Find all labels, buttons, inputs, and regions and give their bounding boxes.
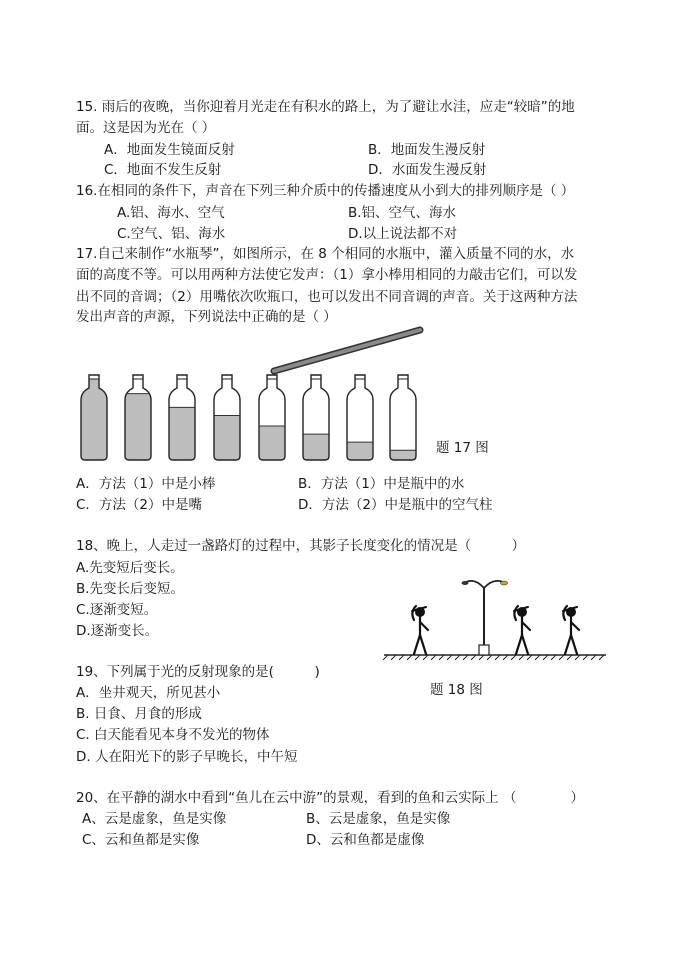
q19-option-b: B. 日食、月食的形成 xyxy=(76,706,202,722)
q15-option-c: C．地面不发生反射 xyxy=(104,162,222,178)
q18-option-c: C.逐渐变短。 xyxy=(76,602,158,618)
q20-line1: 20、在平静的湖水中看到“鱼儿在云中游”的景观，看到的鱼和云实际上 （ ） xyxy=(76,790,584,806)
q16-option-d: D.以上说法都不对 xyxy=(348,226,458,242)
q17-option-a: A．方法（1）中是小棒 xyxy=(76,476,216,492)
q17-line2: 面的高度不等。可以用两种方法使它发声：（1）拿小棒用相同的力敲击它们，可以发 xyxy=(76,267,578,283)
ground-icon xyxy=(383,655,606,660)
q17-option-c: C．方法（2）中是嘴 xyxy=(76,497,203,513)
q20-option-b: B、云是虚象，鱼是实像 xyxy=(306,811,451,827)
q18-figure-caption: 题 18 图 xyxy=(430,682,483,698)
q18-line1: 18、晚上，人走过一盏路灯的过程中，其影子长度变化的情况是（ ） xyxy=(76,538,526,554)
q15-option-a: A．地面发生镜面反射 xyxy=(104,142,235,158)
q20-option-d: D、云和鱼都是虚像 xyxy=(306,832,425,848)
q15-option-d: D．水面发生漫反射 xyxy=(368,162,487,178)
q19-line1: 19、下列属于光的反射现象的是( ) xyxy=(76,664,320,680)
person-icon xyxy=(514,606,530,654)
q18-option-a: A.先变短后变长。 xyxy=(76,560,184,576)
q16-option-a: A.铝、海水、空气 xyxy=(117,205,225,221)
q16-option-b: B.铝、空气、海水 xyxy=(348,205,457,221)
q16-option-c: C.空气、铝、海水 xyxy=(117,226,226,242)
q18-option-b: B.先变长后变短。 xyxy=(76,581,185,597)
q17-option-d: D．方法（2）中是瓶中的空气柱 xyxy=(298,497,493,513)
q17-line3: 出不同的音调；（2）用嘴依次吹瓶口，也可以发出不同音调的声音。关于这两种方法 xyxy=(76,289,578,305)
q18-option-d: D.逐渐变长。 xyxy=(76,623,159,639)
q19-option-c: C. 白天能看见本身不发光的物体 xyxy=(76,727,270,743)
q15-line1: 15. 雨后的夜晚，当你迎着月光走在有积水的路上，为了避让水洼，应走“较暗”的地 xyxy=(76,99,575,115)
q17-line4: 发出声音的声源，下列说法中正确的是（ ） xyxy=(76,309,337,325)
q20-option-c: C、云和鱼都是实像 xyxy=(82,832,200,848)
q17-option-b: B．方法（1）中是瓶中的水 xyxy=(298,476,465,492)
person-icon xyxy=(563,606,579,654)
q15-line2: 面。这是因为光在（ ） xyxy=(76,120,216,136)
streetlight-icon xyxy=(462,581,508,655)
q19-option-d: D. 人在阳光下的影子早晚长，中午短 xyxy=(76,749,298,765)
q15-option-b: B．地面发生漫反射 xyxy=(368,142,486,158)
person-icon xyxy=(412,606,428,654)
q19-option-a: A．坐井观天，所见甚小 xyxy=(76,685,221,701)
q17-figure-caption: 题 17 图 xyxy=(436,440,489,456)
q16-line1: 16.在相同的条件下，声音在下列三种介质中的传播速度从小到大的排列顺序是（ ） xyxy=(76,183,575,199)
q17-line1: 17.自己来制作“水瓶琴”，如图所示，在 8 个相同的水瓶中，灌入质量不同的水，水 xyxy=(76,246,575,262)
q20-option-a: A、云是虚象，鱼是实像 xyxy=(82,811,227,827)
